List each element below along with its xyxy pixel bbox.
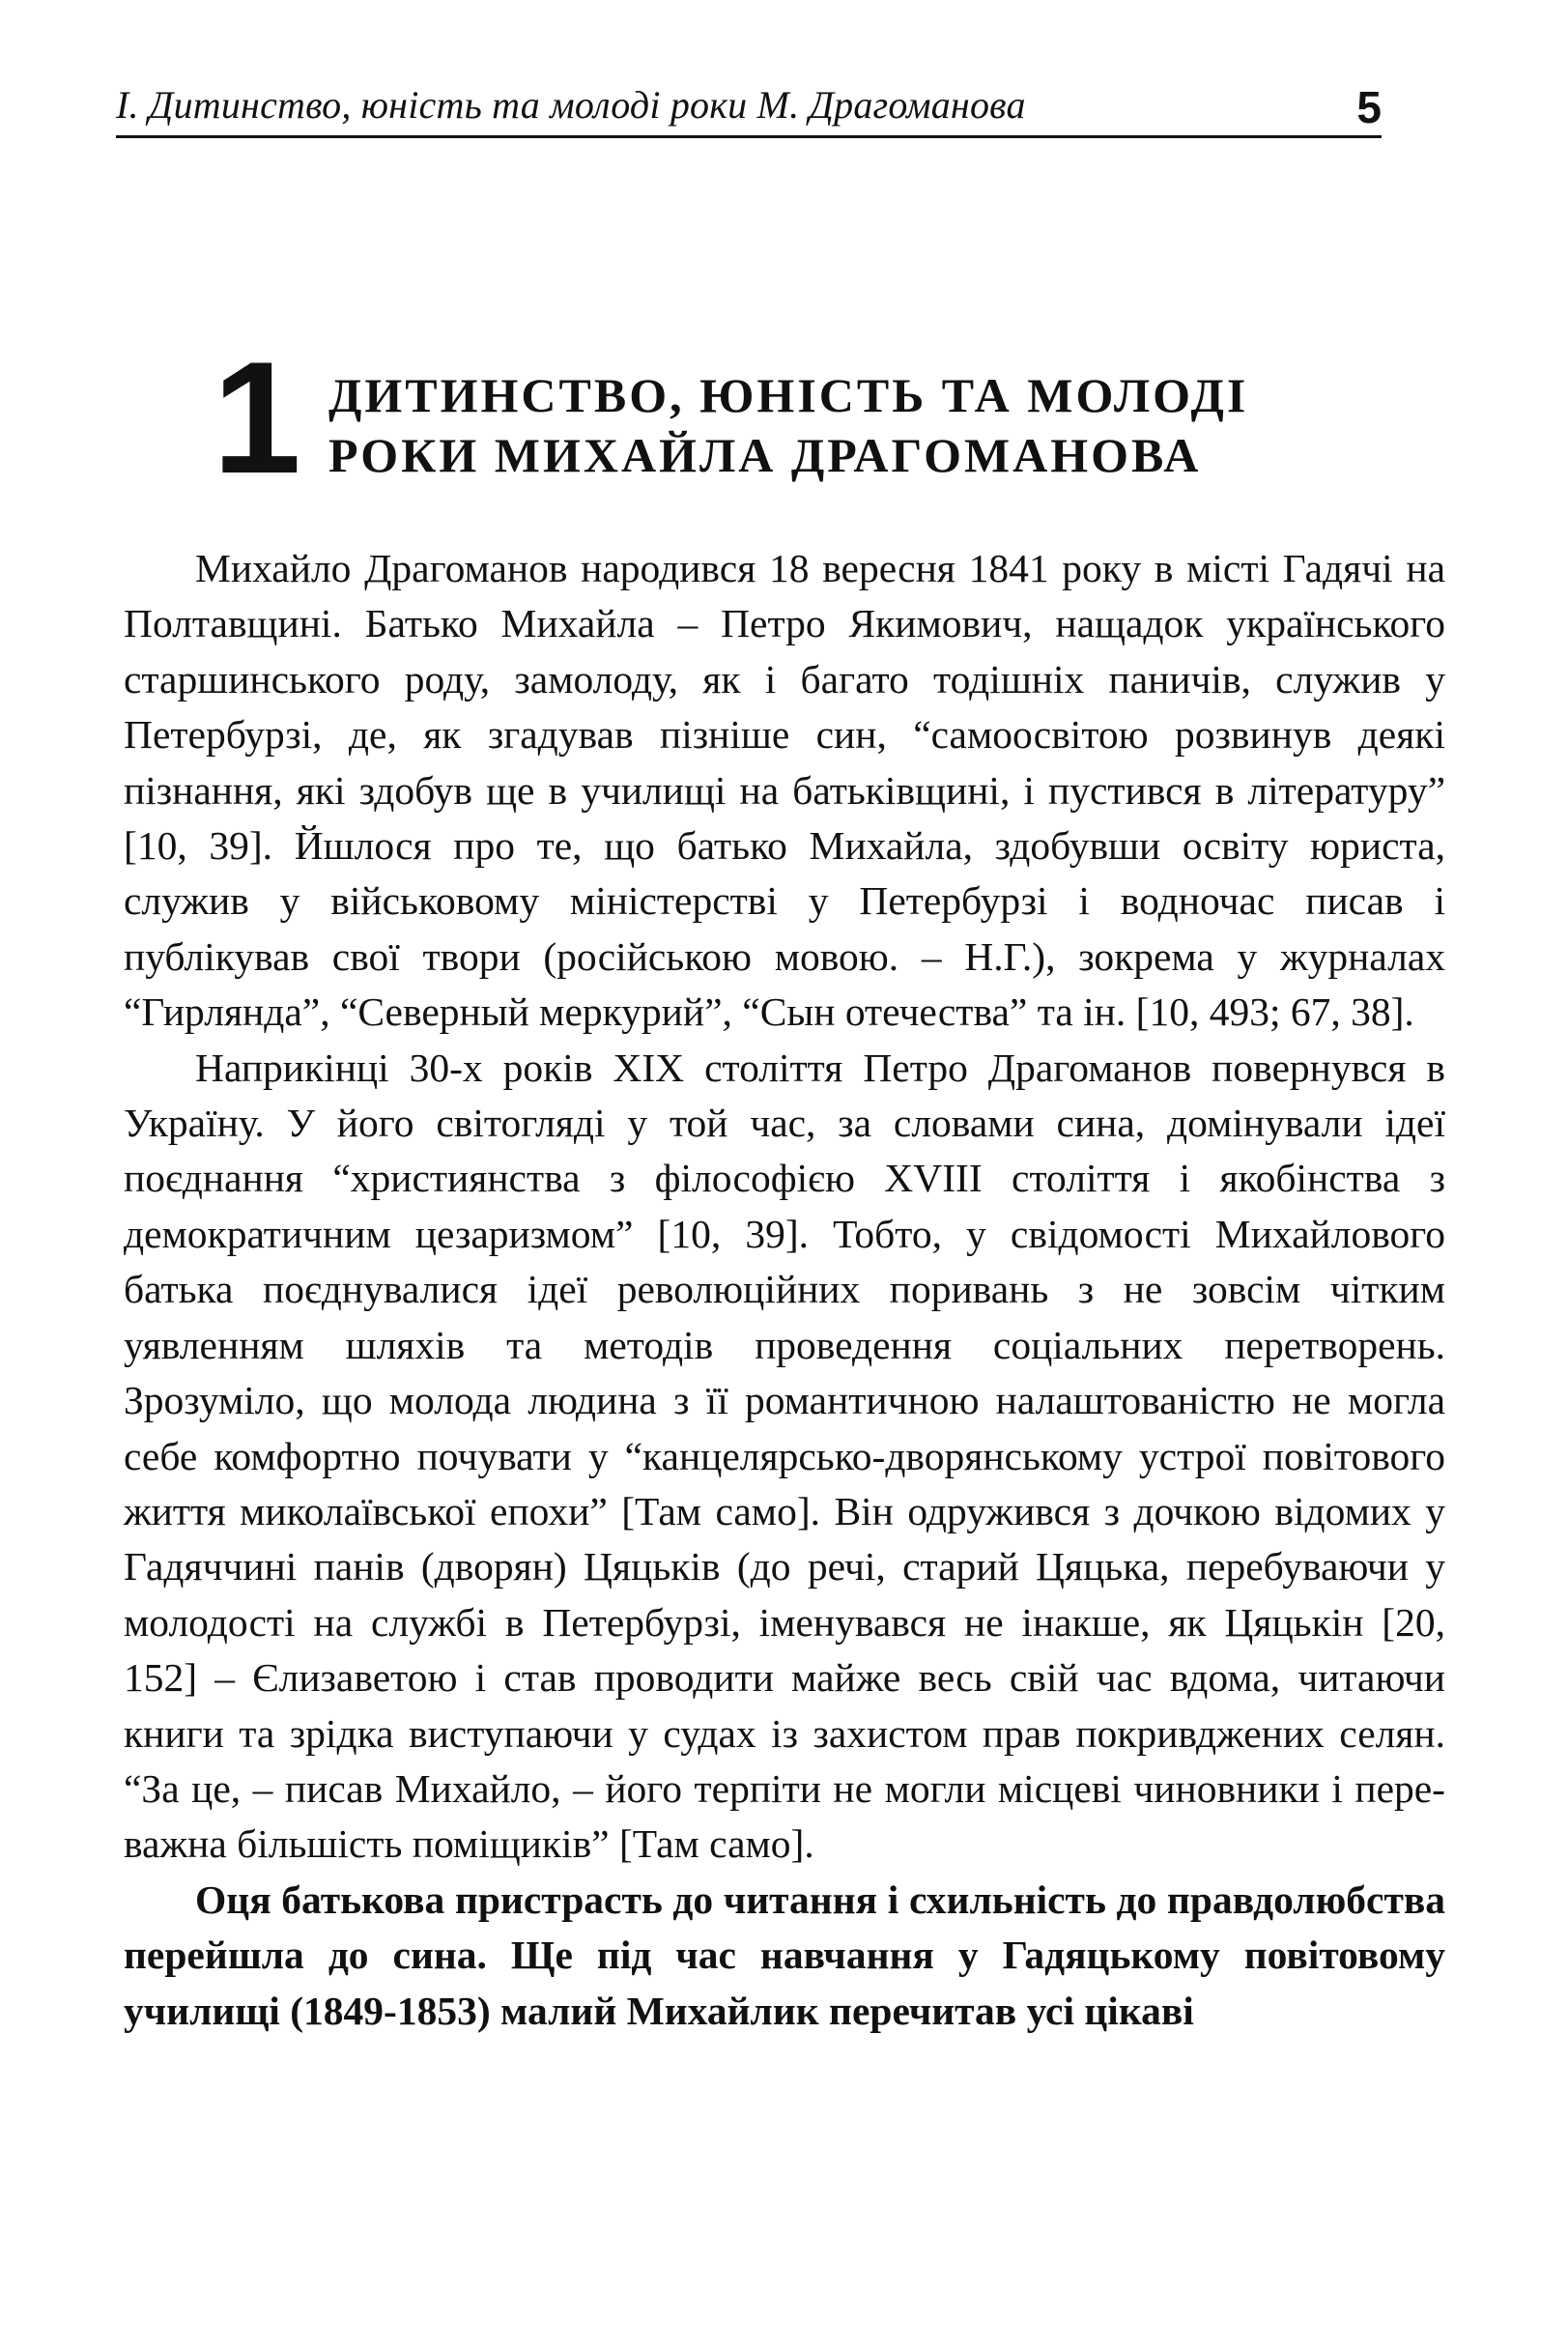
page-number: 5 xyxy=(1356,82,1382,132)
paragraph-1: Михайло Драгоманов народився 18 вересня 1841 року в місті Гадячі на Полтавщині. Батько Михайла – Петро Якимович, нащадок українського старшинського роду, замолоду, як і багато тодішніх паничів, служив у Петербурзі, де, як згадував пізніше син, “самоосвітою розвинув деякі пізнання, які здобув ще в училищі на батьківщині, і пустився в літературу” [10, 39]. Йшлося про те, що батько Михайла, здобувши освіту юриста, служив у військовому міністерстві у Петербурзі і водночас писав і публікував свої твори (російською мовою. – Н.Г.), зокрема у журналах “Гирлянда”, “Северный меркурий”, “Сын отечества” та ін. [10, 493; 67, 38]. xyxy=(124,546,1445,1035)
chapter-number: 1 xyxy=(213,329,301,506)
body-text xyxy=(124,541,1445,2039)
paragraph-2: Наприкінці 30-х років XIX століття Петро Драгоманов повернувся в Україну. У його світогляді у той час, за словами сина, домінували ідеї поєднання “християнства з філософією XVIII століття і якобінства з демократичним цезаризмом” [10, 39]. Тобто, у свідомості Михайлового батька поєднувалися ідеї революційних поривань з не зовсім чітким уявленням шляхів та методів проведення соціальних перетворень. Зрозуміло, що молода людина з її романтичною налаштованістю не могла себе комфортно почувати у “канцелярсько-дворянському устрої повітового життя миколаївської епохи” [Там само]. Він одружився з дочкою відомих у Гадяччині панів (дворян) Цяцьків (до речі, старий Цяцька, перебуваючи у молодості на службі в Петербурзі, іменувався не інакше, як Цяцькін [20, 152] – Єлизаветою і став проводити майже весь свій час вдома, читаючи книги та зрідка виступаючи у судах із захистом прав покривджених селян. “За це, – писав Михайло, – його терпіти не могли місцеві чиновники і переважна більшість поміщиків” [Там само]. xyxy=(124,1045,1445,1867)
running-header xyxy=(116,68,1382,138)
chapter-title-line-1: ДИТИНСТВО, ЮНІСТЬ ТА МОЛОДІ xyxy=(328,368,1249,422)
chapter-title xyxy=(328,365,1391,485)
chapter-title-line-2: РОКИ МИХАЙЛА ДРАГОМАНОВА xyxy=(328,428,1202,482)
paragraph-3: Оця батькова пристрасть до читання і схильність до правдолюбства перейшла до сина. Ще під час навчання у Гадяцькому повітовому училищі (1849-1853) малий Михайлик перечитав усі цікаві xyxy=(124,1876,1445,2033)
running-title: І. Дитинство, юність та молоді роки М. Драгоманова xyxy=(116,83,1026,127)
chapter-heading xyxy=(213,329,1372,522)
